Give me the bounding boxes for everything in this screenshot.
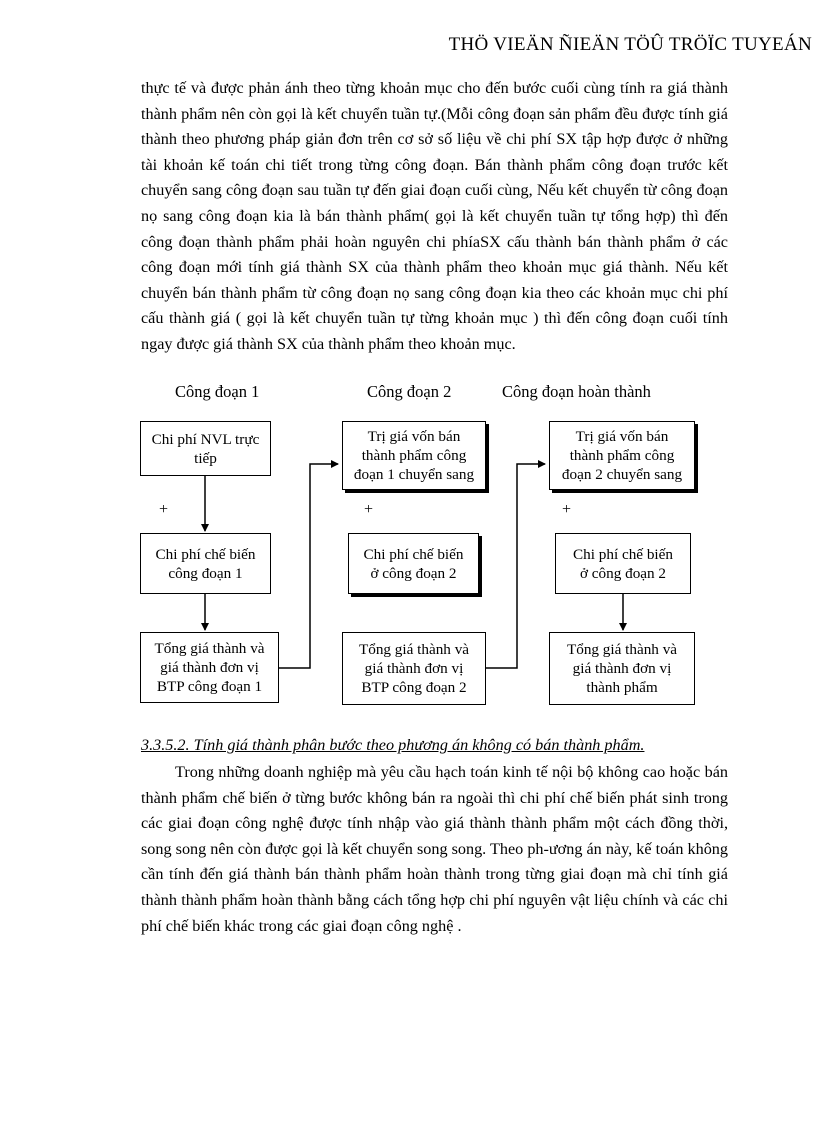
column-label-finished: Công đoạn hoàn thành <box>502 382 651 401</box>
page-header: THÖ VIEÄN ÑIEÄN TÖÛ TRÖÏC TUYEÁN <box>448 34 812 55</box>
box-total-cost-stage-1: Tổng giá thành và giá thành đơn vị BTP công đoạn 1 <box>140 632 279 703</box>
plus-sign-stage-2: + <box>364 501 374 518</box>
section-heading: 3.3.5.2. Tính giá thành phân bước theo phương án không có bán thành phẩm. <box>141 736 645 754</box>
plus-sign-stage-1: + <box>159 501 169 518</box>
box-processing-cost-finished: Chi phí chế biến ở công đoạn 2 <box>555 533 691 594</box>
plus-sign-finished: + <box>562 501 572 518</box>
paragraph-body: Trong những doanh nghiệp mà yêu cầu hạch toán kinh tế nội bộ không cao hoặc bán thành phẩm chế biến ở từng bước không bán ra ngoài thì chi phí chế biến phát sinh trong các giai đoạn công nghệ được tính nhập vào giá thành thành phẩm một cách đồng thời, song song nên còn được gọi là kết chuyển song song. Theo ph-ương án này, kế toán không cần tính đến giá thành bán thành phẩm hoàn thành trong từng giai đoạn mà chỉ tính giá thành thành phẩm hoàn thành bằng cách tổng hợp chi phí nguyên vật liệu chính và các chi phí chế biến khác trong các giai đoạn công nghệ . <box>141 763 728 935</box>
box-total-cost-finished: Tổng giá thành và giá thành đơn vị thành phẩm <box>549 632 695 705</box>
box-direct-material-cost: Chi phí NVL trực tiếp <box>140 421 271 476</box>
column-label-stage-1: Công đoạn 1 <box>175 382 260 401</box>
column-label-stage-2: Công đoạn 2 <box>367 382 452 401</box>
arrow-c2-bot-to-c3-top <box>486 464 545 668</box>
arrow-c1-bot-to-c2-top <box>279 464 338 668</box>
box-total-cost-stage-2: Tổng giá thành và giá thành đơn vị BTP công đoạn 2 <box>342 632 486 705</box>
paragraph-intro: thực tế và được phản ánh theo từng khoản mục cho đến bước cuối cùng tính ra giá thành thành phẩm nên còn gọi là kết chuyển tuần tự.(Mỗi công đoạn sản phẩm đều được tính giá thành theo phương pháp giản đơn trên cơ sở số liệu về chi phí SX tập hợp được ở những tài khoản kế toán chi tiết trong từng công đoạn. Bán thành phẩm công đoạn trước kết chuyển sang công đoạn sau tuần tự đến giai đoạn cuối cùng, Nếu kết chuyển từ công đoạn nọ sang công đoạn kia là bán thành phẩm( gọi là kết chuyển tuần tự tổng hợp) thì đến công đoạn thành phẩm phải hoàn nguyên chi phíaSX cấu thành bán thành phẩm ở các công đoạn mới tính giá thành SX của thành phẩm theo khoản mục giá thành. Nếu kết chuyển bán thành phẩm từ công đoạn nọ sang công đoạn kia theo các khoản mục chi phí cấu thành giá ( gọi là kết chuyển tuần tự từng khoản mục ) thì đến công đoạn cuối tính ngay được giá thành SX của thành phẩm theo khoản mục. <box>141 79 728 353</box>
box-transferred-cost-stage-2: Trị giá vốn bán thành phẩm công đoạn 2 chuyển sang <box>549 421 695 490</box>
box-transferred-cost-stage-1: Trị giá vốn bán thành phẩm công đoạn 1 chuyển sang <box>342 421 486 490</box>
box-processing-cost-stage-1: Chi phí chế biến công đoạn 1 <box>140 533 271 594</box>
box-processing-cost-stage-2: Chi phí chế biến ở công đoạn 2 <box>348 533 479 594</box>
